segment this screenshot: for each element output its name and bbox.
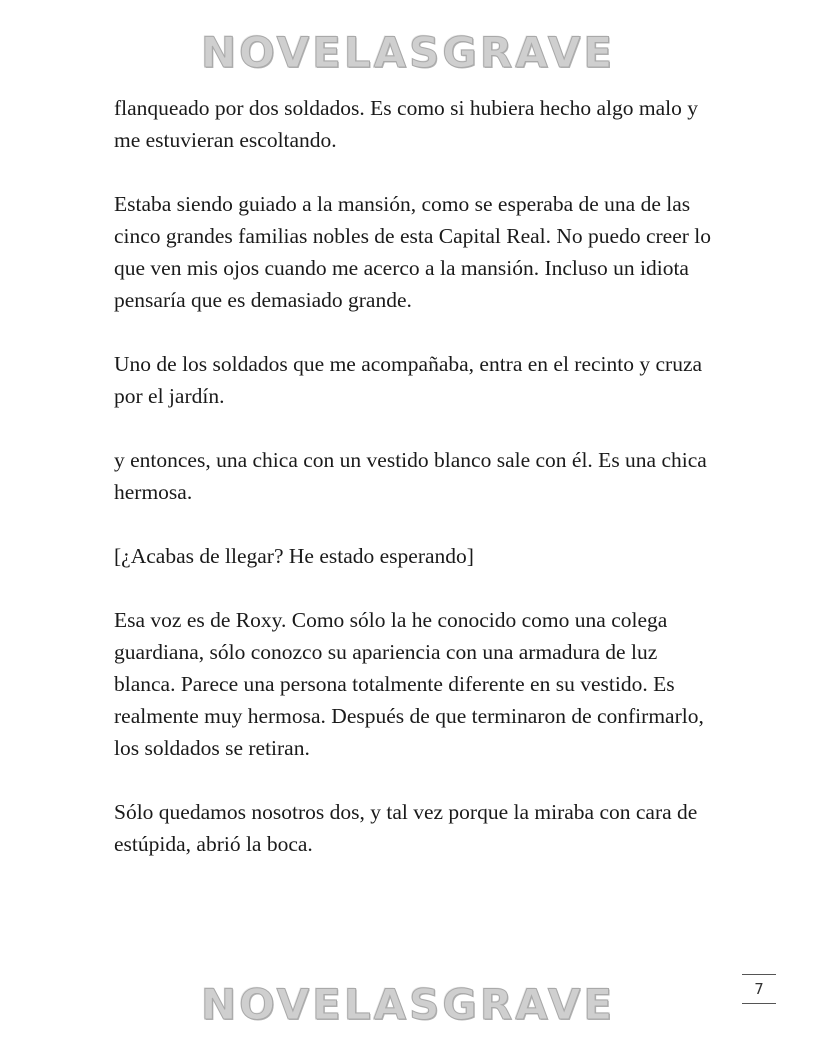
page-number: 7 [742,974,776,1004]
footer-watermark: NOVELASGRAVE [200,980,616,1029]
document-body [114,92,714,860]
paragraph: [¿Acabas de llegar? He estado esperando] [114,544,474,568]
paragraph: Uno de los soldados que me acompañaba, entra en el recinto y cruza por el jardín. [114,352,703,408]
paragraph: y entonces, una chica con un vestido blanco sale con él. Es una chica hermosa. [114,448,707,504]
header-watermark: NOVELASGRAVE [200,28,616,77]
paragraph: flanqueado por dos soldados. Es como si hubiera hecho algo malo y me estuvieran escoltando. [114,96,698,152]
paragraph: Estaba siendo guiado a la mansión, como se esperaba de una de las cinco grandes familias nobles de esta Capital Real. No puedo creer lo que ven mis ojos cuando me acerco a la mansión. Incluso un idiota pensaría que es demasiado grande. [114,192,712,312]
paragraph: Sólo quedamos nosotros dos, y tal vez porque la miraba con cara de estúpida, abrió la boca. [114,800,698,856]
paragraph: Esa voz es de Roxy. Como sólo la he conocido como una colega guardiana, sólo conozco su apariencia con una armadura de luz blanca. Parece una persona totalmente diferente en su vestido. Es realmente muy hermosa. Después de que terminaron de confirmarlo, los soldados se retiran. [114,608,704,760]
